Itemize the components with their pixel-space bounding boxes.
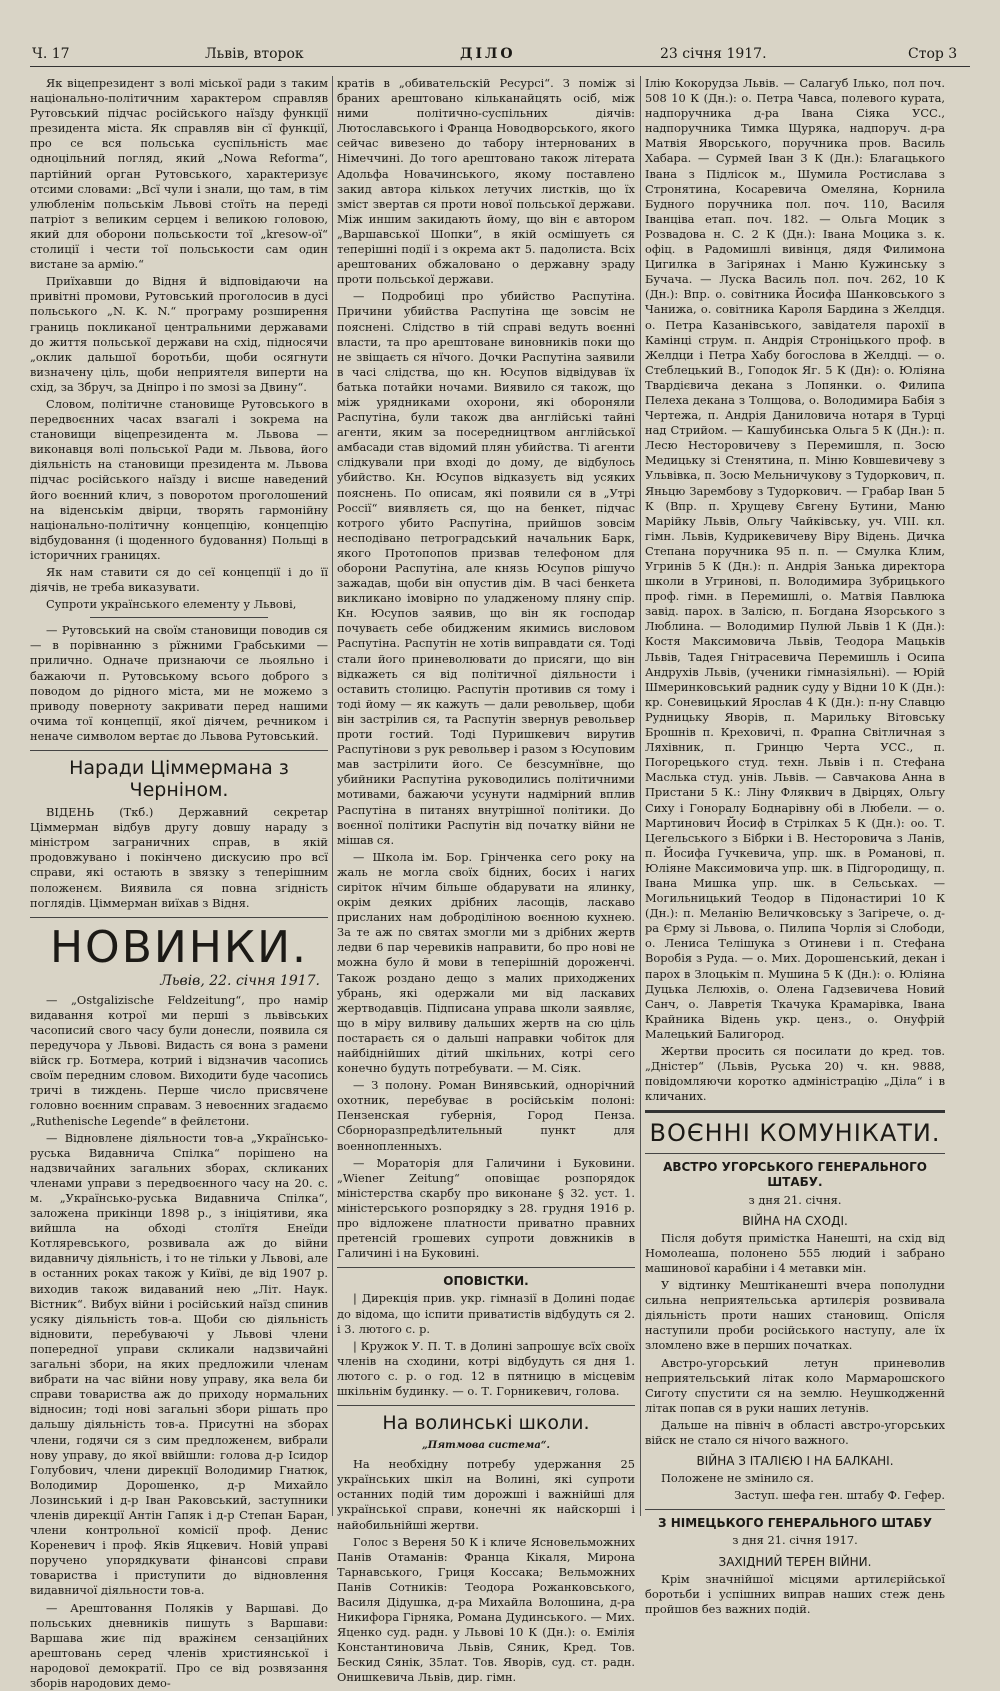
news-item: — Відновлене діяльности тов-а „Українсько-руська Видавнича Спілка“ порішено на надзвичайних загальних зборах, скликаних членами управи з передвоєнного часу на 20. с. м. „Українсько-руська Видавнича Спілка“, заложена прикінци 1898 р., з ініціятиви, яка вийшла на обході столїтя Енеїди Котляревського, розвивала аж до війни видавничу діяльність, і то не тільки у Львові, але в останних роках також у Київі, де від 1907 р. виходив також видаваний нею „Літ. Наук. Вістник“. Вибух війни і російський наїзд спинив усяку діяльність тов-а. Щоби сю діяльність відновити, перебуваючі у Львові члени попередної управи скликали надзвичайні загальні збори, на яких предложили членам вибрати на час війни нову управу, яка вела би справи товариства аж до приходу нормальних відносин; тоді нові загальні збори рішать про дальшу діяльність тов-а. Присутні на зборах члени, годячи ся з сим предложенєм, вибрали нову управу, до якої ввійшли: голова д-р Ісидор Голубович, члени дирекції Володимир Гнатюк, Володимир Дорошенко, д-р Михайло Лозинський і д-р Іван Раковський, заступники членів дирекції Антін Гапяк і д-р Степан Баран, члени контрольної комісії проф. Денис Кореневич і проф. Яків Яцкевич. Новій управі поручено упорядкувати фінансові справи товариства і приступити до відновлення видавничої діяльности тов-а.	[30, 1130, 328, 1598]
column-2	[337, 76, 635, 1685]
divider	[30, 917, 328, 918]
communique-text: Після добутя примістка Нанешті, на схід від Номолеаша, полонено 555 людий і забрано машинової карабіни і 4 метавки мін.	[645, 1230, 945, 1275]
divider	[645, 1110, 945, 1113]
divider	[645, 1153, 945, 1154]
divider	[337, 1267, 635, 1268]
zimmermann-text: ВІДЕНЬ (Ткб.) Державний секретар Ціммерман відбув другу довшу нараду з міністром заграничних справ, в якій продовжувано і покінчено дискусию про всї справи, які остають в звязку з теперішним положенєм. Виявила ся повна згідність поглядів. Ціммерман виїхав з Відня.	[30, 805, 328, 910]
news-item: — „Ostgalizische Feldzeitung“, про намір видавання котрої ми перші з львівських часописий свого часу були донесли, появила ся передучора у Львові. Видасть ся вона з рамени війск гр. Ботмера, котрий і відзначив часопись своїм передним словом. Виходити буде часопись тричі в тиждень. Перше число присвячене головно воєнним справам. З невоєнних згадаємо „Ruthenische Legende“ в фейлєтони.	[30, 992, 328, 1128]
news-item: — Арештовання Поляків у Варшаві. До польських дневників пишуть з Варшави: Варшава жиє під вражінєм сензаційних арештовань серед членів християнської і народової демократії. Про се від розвязання зборів народових демо-	[30, 1600, 328, 1690]
novynky-dateline: Львів, 22. січня 1917.	[160, 972, 320, 989]
article-paragraph: Як нам ставити ся до сеї концепції і до її діячів, не треба виказувати.	[30, 565, 328, 595]
communique-text: Дальше на північ в області австро-угорських війск не стало ся нічого важного.	[645, 1417, 945, 1447]
divider	[90, 617, 268, 618]
announcement: | Кружок У. П. Т. в Долині запрошує всїх своїх членів на сходини, котрі відбудуть ся дня 1. лютого с. р. о год. 12 в пятницю в місцевім шкільнім будинку. — о. Т. Горникевич, голова.	[337, 1338, 635, 1398]
communique-text: Крім значнійшої місцями артилєрійської боротьби і успішних виправ наших стеж день пройшов без важних подій.	[645, 1571, 945, 1616]
article-paragraph: Як віцепрезидент з волі міської ради з таким національно-політичним характером справляв Рутовський підчас російського наїзду функції президента міста. Як справляв він сї функції, про се вся польська суспільність має одноцільний погляд, який „Nowa Reforma“, партійний орган Рутовського, характеризує отсими словами: „Всї чули і знали, що там, в тім улюбленім польськім Львові стоїть на переді патріот з великим серцем і великою головою, який для оборони польськости тої „kresow-oï“ столиції і чести тої польськости сам один вистане за армію.“	[30, 76, 328, 272]
place-day: Львів, второк	[205, 46, 304, 62]
page-number: Стор 3	[908, 46, 958, 62]
front-heading: ВІЙНА З ІТАЛІЄЮ І НА БАЛКАНІ.	[696, 1454, 894, 1469]
divider	[30, 750, 328, 751]
donations-list: Ілію Кокорудза Львів. — Салагуб Ілько, пол поч. 508 10 К (Дн.): о. Петра Чавса, полевого курата, надпоручника д-ра Івана Сіяка УСС., надпоручника Тимка Щуряка, надпоруч. д-ра Матвія Яворського, поручника пров. Василь Хабара. — Сурмей Іван 3 К (Дн.): Благацького Івана з Підлісок м., Шумила Ростислава з Стронятина, Косаревича Омеляна, Корнила Будного поручника пол. поч. 110, Василя Іванціва етап. поч. 182. — Ольга Моцик з Розвадова н. С. 2 К (Дн.): Івана Моцика з. к. офіц. в Радомишлі вивінця, дядя Филимона Цигилка в Загірянах і Маню Кужинську з Бучача. — Луска Василь пол. поч. 262, 10 К (Дн.): Впр. о. совітника Йосифа Шанковського з Чанижа, о. совітника Кароля Бардина з Желдця. о. Петра Казанівського, завідателя парохії в Камінці струм. п. Андрія Строніцького проф. в Желдци і Петра Хабу богослова в Желдці. — о. Стеблецький В., Гоподок Яг. 5 К (Дн): о. Юліяна Твардієвича декана з Лопянки. о. Филипа Пелеха декана з Толщова, о. Володимира Бабія з Чертежа, п. Андрія Даниловича нотаря в Турці над Стрийом. — Кашубинська Ольга 5 К (Дн.): п. Лесю Несторовичеву з Перемишля, п. Зосю Медицьку зі Стенятина, п. Міню Ковшевичеву з Ульвівка, п. Зосю Мельничукову з Тудоркович, п. Яньцю Зарембову з Тудоркович. — Грабар Іван 5 К (Впр. п. Хрущеву Євгену Бутини, Маню Марійку Львів, Ольгу Чайківську, уч. VIII. кл. гімн. Львів, Кудрикевичеву Віру Відень. Дичка Степана поручника 95 п. п. — Смулка Клим, Угринів 5 К (Дн.): п. Андрія Занька директора школи в Угринові, п. Володимира Зубрицького проф. гімн. в Перемишлі, о. Матвія Павлюка завід. парох. в Залісю, п. Богдана Язорського з Люблина. — Володимир Пулюй Львів 1 К (Дн.): Костя Максимовича Львів, Теодора Мацьків Львів, Тадея Гнітрасевича Перемишль і Осипа Андрухів Львів, (ученики гімназіяльні). — Юрій Шмеринковський радник суду у Відни 10 К (Дн.): кр. Соневицький Ярослав 4 К (Дн.): п-ну Славцю Рудницьку Яворів, п. Марильку Вітовську Брошнів п. Креховичі, п. Фрапна Світличная з Ляхівник, п. Гринцю Черта УСС., п. Погорецького студ. техн. Львів і п. Стефана Маслька студ. унів. Львів. — Савчакова Анна в Пристани 5 К.: Ліну Фляквич в Двірцях, Ольгу Сиху і Гоноралу Боднарівну обі в Любели. — о. Мартинович Йосиф в Стрілках 5 К (Дн.): оо. Т. Цегельського з Бібрки і В. Несторовича з Ланів, п. Йосифа Гучкевича, упр. шк. в Романові, п. Юліяне Максимовича упр. шк. в Підгородищу, п. Івана Мишка упр. шк. в Сельськах. — Могильницький Теодор в Підонастириі 10 К (Дн.): п. Меланію Величковську з Загірече, о. д-ра Єрму зі Львова, о. Пилипа Чорлія зі Слободи, о. Лениса Телішука з Отиневи і п. Стефана Воробія з Руда. — о. Мих. Дорошенський, декан і парох в Злоцькім п. Мушина 5 К (Дн.): о. Юліяна Дуцька Лєлюхів, о. Олена Гадзевичева Новий Санч, о. Лавретія Ткачука Крамарівка, Івана Крайника Відень укр. ценз., о. Онуфрій Малецький Балигород.	[645, 76, 945, 1041]
column-rule	[640, 76, 641, 1516]
communique-text: У відтинку Мештіканешті вчера пополудни сильна неприятельська артилєрія розвивала діяльність проти наших становищ. Опісля наступили проби російського наступу, але їх зломлено вже в перших початках.	[645, 1278, 945, 1353]
news-item: — Подробиці про убийство Распутіна. Причини убийства Распутіна ще зовсім не пояснені. Слідство в тій справі ведуть воєнні власти, та про арештоване виновників поки що не звіщаєть ся нїчого. Дочки Распутіна заявили в часі слідства, що кн. Юсупов відвідував їх батька потайки ночами. Виявило ся також, що між урядниками охорони, які обороняли Распутіна, були також два англійські тайні агенти, яким за посередництвом англійської амбасади став відомий плян убийства. Ті агенти слідкували при вході до дому, де відбулось убийство. Кн. Юсупов відказуєть від усяких пояснень. По описам, які появили ся в „Утрі Россії“ виявляєть ся, що на бенкет, підчас котрого убито Распутіна, прийшов зовсім несподівано петроградський начальник Барк, якого Протопопов призвав телефоном для оборони Распутіна, але князь Юсупов рішучо зажадав, щоби він опустив дім. В часі бенкета викликано імовірно по уладженому пляну спір. Кн. Юсупов заявив, що він як господар почуваєть себе обидженим якимись висловом Распутіна. Распутін не хотів виправдати ся. Тоді стали його приневолювати до присяги, що він відкажеть ся від політичної діяльности і оставить столицю. Распутін противив ся тому і тоді йому — як кажуть — дали револьвер, щоби він застрілив ся, та Распутін звернув револьвер проти гостий. Тоді Пуришкевич вирутив Распутінови з рук револьвер і разом з Юсуповим мав застрілити його. Се безсумнївне, що убийники Распутіна руководились політичними мотивами, бажаючи усунути надмірний вплив Распутіна в питанях внутрішної політики. До воєнної політики Распутін від початку війни не мішав ся.	[337, 289, 635, 847]
communique-date: з дня 21. січня.	[748, 1192, 842, 1207]
zimmermann-headline: Наради Ціммермана з Черніном.	[69, 757, 289, 802]
column-1	[30, 76, 328, 1690]
staff-heading: АВСТРО УГОРСЬКОГО ГЕНЕРАЛЬНОГО ШТАБУ.	[663, 1160, 927, 1190]
masthead	[30, 44, 970, 67]
article-paragraph: — Рутовський на своїм становищи поводив ся — в порівнанню з рїжними Грабськими — прилично. Одначе признаючи се льояльно і бажаючи п. Рутовському всього доброго з поводом до рідного міста, ми не можемо з приводу поверноту закривати перед нашими очима тої концепції, якої діячем, речником і неначе символом вертає до Львова Рутовський.	[30, 623, 328, 743]
column-3	[645, 76, 945, 1616]
front-heading: ВІЙНА НА СХОДІ.	[742, 1213, 848, 1228]
novynky-headline: НОВИНКИ.	[49, 921, 309, 973]
volyn-headline: На волинські школи.	[382, 1412, 590, 1435]
article-paragraph: Приїхавши до Відня й відповідаючи на привітні промови, Рутовський проголосив в дусі польського „N. K. N.“ програму розширення границь покликаної центральними державами до життя польської держави на схід, підносячи „оклик дальшої боротьби, щоби осягнути визначену ціль, щоби неприятеля виперти на схід, за Збруч, за Дніпро і по змозі за Двину“.	[30, 274, 328, 394]
issue-date: 23 січня 1917.	[660, 46, 767, 62]
article-paragraph: Голос з Вереня 50 К і кличе Ясновельможних Панів Отаманів: Франца Кікаля, Мирона Тарнавського, Гриця Коссака; Вельможних Панів Сотників: Теодора Рожанковського, Василя Дідушка, д-ра Михайла Волошина, д-ра Никифора Гірняка, Романа Дудинського. — Мих. Яценко суд. радн. у Львові 10 К (Дн.): о. Емілія Константиновича Львів, Сяник, Кред. Тов. Бескид Сянік, 35лат. Тов. Яворів, суд. ст. радн. Онишкевича Львів, дир. гімн.	[337, 1534, 635, 1685]
divider	[337, 1405, 635, 1406]
communique-text: Австро-угорський летун приневолив неприятельський літак коло Мармарошского Сиготу спустити ся на землю. Неушкодженнй літак попав ся в руки наших летунів.	[645, 1355, 945, 1415]
donations-note: Жертви просить ся посилати до кред. тов. „Дністер“ (Львів, Руська 20) ч. кн. 9888, повідомляючи коротко адміністрацію „Діла“ і в кличаних.	[645, 1044, 945, 1104]
divider	[645, 1509, 945, 1510]
newspaper-title: ДІЛО	[460, 46, 516, 62]
war-communiques-headline: ВОЄННІ КОМУНІКАТИ.	[649, 1119, 941, 1148]
volyn-subheadline: „Пятмова система“.	[421, 1440, 551, 1452]
communique-text: Положене не змінило ся.	[661, 1471, 814, 1486]
staff-heading: З НІМЕЦЬКОГО ГЕНЕРАЛЬНОГО ШТАБУ	[658, 1516, 932, 1531]
article-paragraph: Словом, політичне становище Рутовського в передвоєнних часах взагалі і зокрема на становищи віцепрезидента м. Львова — виконавця волі польської Ради м. Львова, його діяльність на становищи президента м. Львова підчас російського наїзду і висше наведений його воєнний клич, з поворотом проголошений на віденськім двірци, творять гармонійну національно-політичну концепцію, концепцію відбудовання (і щоденного будовання) Польщі в історичних границях.	[30, 396, 328, 562]
article-paragraph: Супроти українського елементу у Львові,	[46, 597, 297, 612]
announcement: | Дирекція прив. укр. гімназії в Долині подає до відома, що іспити приватистів відбудуть ся 2. і 3. лютого с. р.	[337, 1291, 635, 1336]
front-heading: ЗАХІДНИЙ ТЕРЕН ВІЙНИ.	[718, 1554, 872, 1569]
news-item: — З полону. Роман Винявський, однорічний охотник, перебуває в російськім полоні: Пензенская губернія, Город Пенза. Сборноразпредѣлительный пункт для военнопленныхъ.	[337, 1078, 635, 1153]
communique-date: з дня 21. січня 1917.	[732, 1533, 858, 1548]
news-item: — Мораторія для Галичини і Буковини. „Wiener Zeitung“ оповіщає розпорядок міністерства скарбу про виконане § 32. уст. 1. міністерського розпорядку з 28. грудня 1916 р. про відложене платности приватно правних претенсій грошевих супроти довжників в Галичині і на Буковині.	[337, 1155, 635, 1261]
article-paragraph: На необхідну потребу удержання 25 українських шкіл на Волині, які супроти останних подій тим дорожші і важнійші для української справи, конечні як найскорші і найобильнійші жертви.	[337, 1457, 635, 1532]
article-paragraph: кратів в „обивательскій Ресурсі“. З поміж зі браних арештовано кільканайцять осіб, між ними політично-суспільних діячів: Лютославського і Франца Новодворського, якого сейчас вивезено до табору інтернованих в Німеччині. До того арештовано також літерата Адольфа Новачинського, якому поставлено закид автора кількох летучих листків, що їх зміст звертав ся проти нової польської держави. Між иншим закидають йому, що він є автором „Варшавської Шопки“, в якій осмішуеть ся теперішні події і з окрема акт 5. падолиста. Всіх арештованих обжаловано о державну зраду проти польської держави.	[337, 76, 635, 287]
column-rule	[332, 76, 333, 1516]
announcements-headline: ОПОВІСТКИ.	[443, 1274, 529, 1289]
news-item: — Школа ім. Бор. Грінченка сего року на жаль не могла своїх бідних, босих і нагих сиріток нїчим більше обдарувати на ялинку, окрім деяких дрібних ласощів, ласкаво присланих нам доброділiною воєнною кухнею. За те аж по святах змогли ми з дрібних жертв ледви 6 пар черевиків направити, бо про нові не можна було й мови в теперішній дороженчі. Також роздано дещо з малих приходжених убрань, які одержали ми від ласкавих жертводавців. Підписана управа школи заявляє, що в міру вилвиву дальших жертв на сю ціль постараєть ся о дальші направки чобіток для найбіднійших дітий шкільних, котрі сего конечно будуть потребувати. — М. Сіяк.	[337, 849, 635, 1076]
issue-number: Ч. 17	[32, 46, 70, 62]
communique-signature: Заступ. шефа ген. штабу Ф. Гефер.	[734, 1488, 945, 1503]
